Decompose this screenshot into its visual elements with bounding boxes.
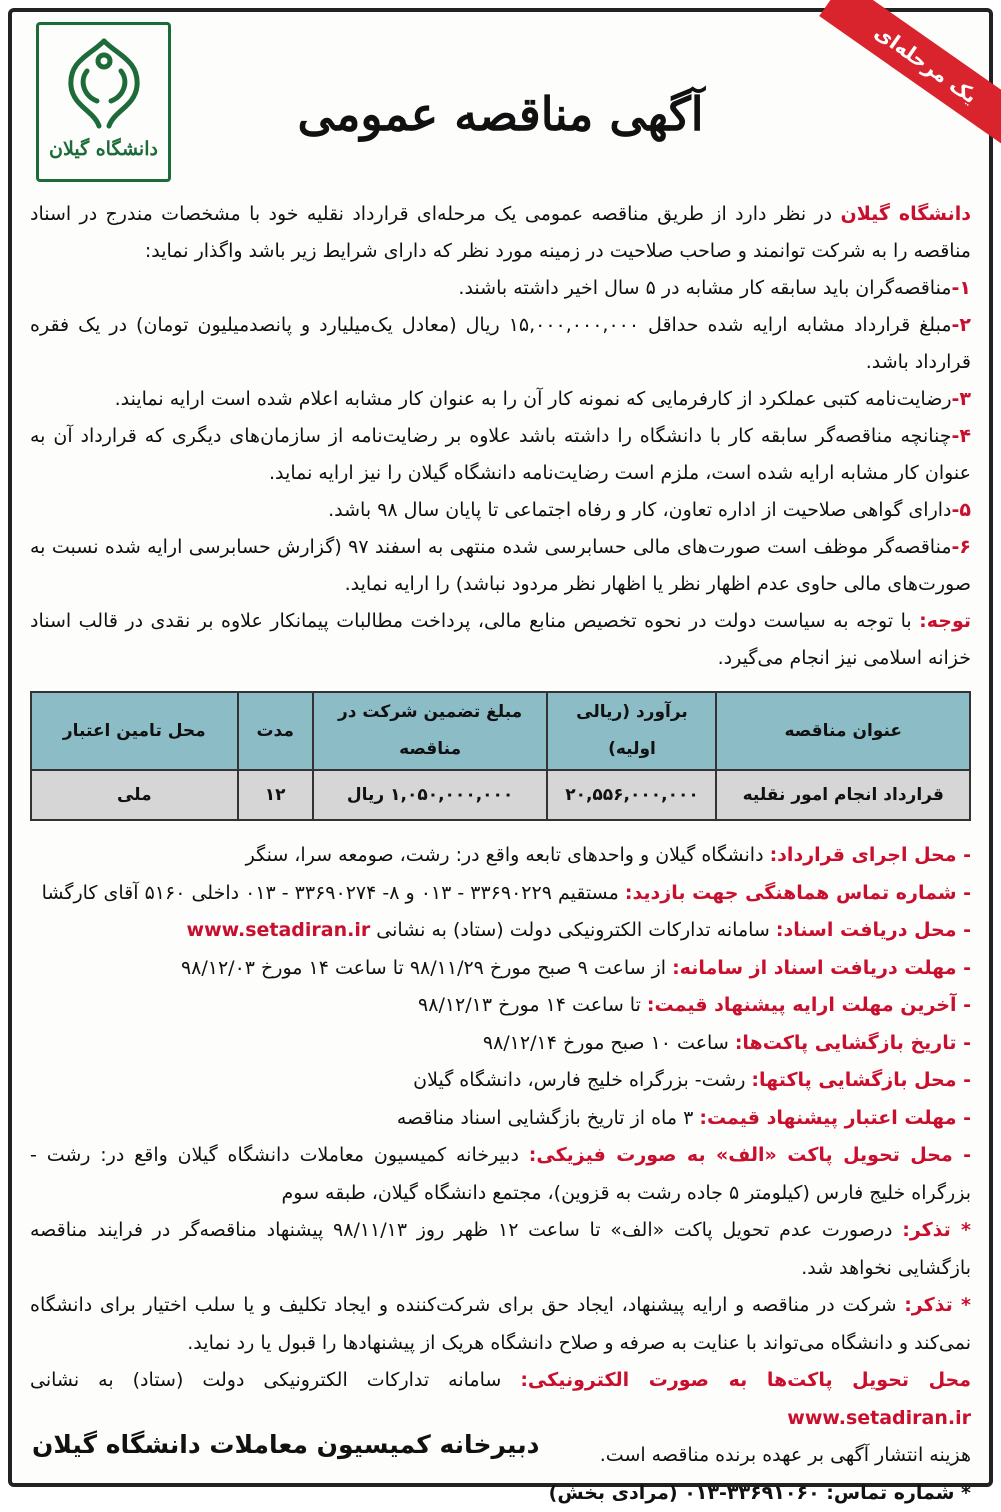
detail-label: * تذکر:: [904, 1294, 971, 1316]
page-title: آگهی مناقصه عمومی: [12, 87, 989, 141]
detail-text: دانشگاه گیلان و واحدهای تابعه واقع در: رشت، صومعه سرا، سنگر: [246, 844, 770, 866]
detail-text: از ساعت ۹ صبح مورخ ۹۸/۱۱/۲۹ تا ساعت ۱۴ مورخ ۹۸/۱۲/۰۳: [181, 957, 672, 979]
condition-number: ۵-: [952, 499, 972, 521]
cost-note: هزینه انتشار آگهی بر عهده برنده مناقصه است.: [30, 1437, 971, 1475]
detail-label: - تاریخ بازگشایی پاکت‌ها:: [735, 1032, 971, 1054]
footer-signature: دبیرخانه کمیسیون معاملات دانشگاه گیلان: [32, 1430, 539, 1459]
table-cell: قرارداد انجام امور نقلیه: [716, 770, 970, 820]
condition-text: مناقصه‌گر موظف است صورت‌های مالی حسابرسی شده منتهی به اسفند ۹۷ (گزارش حسابرسی ارایه شده نسبت به صورت‌های مالی حاوی عدم اظهار نظر یا اظهار نظر مردود نباشد) را ارایه نماید.: [30, 536, 971, 595]
detail-item: [30, 912, 971, 950]
table-cell: ملی: [31, 770, 238, 820]
detail-item: [30, 987, 971, 1025]
detail-label: - محل دریافت اسناد:: [776, 919, 971, 941]
detail-item: [30, 1137, 971, 1212]
detail-label: * تذکر:: [902, 1219, 971, 1241]
table-cell: ۱۲: [238, 770, 313, 820]
intro-paragraph: [30, 196, 971, 270]
condition-text: چنانچه مناقصه‌گر سابقه کار با دانشگاه را داشته باشد علاوه بر رضایت‌نامه از سازمان‌های دیگری که قرارداد آن به عنوان کار مشابه ارایه شده است، ملزم است رضایت‌نامه دانشگاه گیلان را نیز ارایه نماید.: [30, 425, 971, 484]
header: [12, 12, 989, 192]
detail-item: [30, 1287, 971, 1362]
ribbon-badge: یک مرحله‌ای: [819, 0, 1001, 148]
detail-text: درصورت عدم تحویل پاکت «الف» تا ساعت ۱۲ ظهر روز ۹۸/۱۱/۱۳ پیشنهاد مناقصه‌گر در فرایند مناقصه بازگشایی نخواهد شد.: [30, 1219, 971, 1279]
contact-phone: * شماره تماس: ۳۳۶۹۱۰۶۰-۰۱۳ (مرادی بخش): [30, 1475, 971, 1512]
condition-item: [30, 492, 971, 529]
condition-item: [30, 270, 971, 307]
note-label: توجه:: [919, 610, 971, 632]
intro-text: در نظر دارد از طریق مناقصه عمومی یک مرحله‌ای قرارداد نقلیه خود با مشخصات مندرج در اسناد مناقصه را به شرکت توانمند و صاحب صلاحیت در زمینه مورد نظر که دارای شرایط زیر باشد واگذار نماید:: [30, 203, 971, 262]
setadiran-link[interactable]: www.setadiran.ir: [787, 1407, 971, 1429]
note-text: با توجه به سیاست دولت در نحوه تخصیص منابع مالی، پرداخت مطالبات پیمانکار علاوه بر نقدی در قالب اسناد خزانه اسلامی نیز انجام می‌گیرد.: [30, 610, 971, 669]
condition-number: ۲-: [952, 314, 972, 336]
condition-item: [30, 529, 971, 603]
detail-label: - شماره تماس هماهنگی جهت بازدید:: [625, 882, 971, 904]
detail-item: [30, 1212, 971, 1287]
detail-item: [30, 1025, 971, 1063]
notice-body: [30, 196, 971, 1512]
table-header-row: [31, 692, 970, 770]
condition-number: ۴-: [952, 425, 972, 447]
table-header-cell: محل تامین اعتبار: [31, 692, 238, 770]
detail-item: [30, 875, 971, 913]
detail-text: شرکت در مناقصه و ارایه پیشنهاد، ایجاد حق برای شرکت‌کننده و ایجاد تکلیف و یا سلب اختیار برای دانشگاه نمی‌کند و دانشگاه می‌تواند با عنایت به صرفه و صلاح دانشگاه هریک از پیشنهادها را قبول یا رد نماید.: [30, 1294, 971, 1354]
table-header-cell: مدت: [238, 692, 313, 770]
details-list: [30, 837, 971, 1512]
table-header-cell: عنوان مناقصه: [716, 692, 970, 770]
table-header-cell: برآورد (ریالی اولیه): [547, 692, 716, 770]
table-header-cell: مبلغ تضمین شرکت در مناقصه: [313, 692, 548, 770]
condition-text: مناقصه‌گران باید سابقه کار مشابه در ۵ سال اخیر داشته باشند.: [458, 277, 951, 299]
tender-notice: [8, 8, 993, 1487]
detail-text: ساعت ۱۰ صبح مورخ ۹۸/۱۲/۱۴: [483, 1032, 735, 1054]
condition-item: [30, 307, 971, 381]
condition-text: رضایت‌نامه کتبی عملکرد از کارفرمایی که نمونه کار آن را به عنوان کار مشابه اعلام شده است ارایه نمایند.: [115, 388, 952, 410]
detail-label: - مهلت اعتبار پیشنهاد قیمت:: [699, 1107, 971, 1129]
detail-label: - مهلت دریافت اسناد از سامانه:: [672, 957, 971, 979]
condition-item: [30, 381, 971, 418]
detail-label: - محل تحویل پاکت «الف» به صورت فیزیکی:: [529, 1144, 971, 1166]
detail-label: - محل اجرای قرارداد:: [770, 844, 971, 866]
table-row: [31, 770, 970, 820]
condition-number: ۱-: [952, 277, 972, 299]
detail-item: [30, 837, 971, 875]
detail-item: [30, 950, 971, 988]
condition-text: مبلغ قرارداد مشابه ارایه شده حداقل ۱۵,۰۰۰,۰۰۰,۰۰۰ ریال (معادل یک‌میلیارد و پانصدمیلیون تومان) در یک فقره قرارداد باشد.: [30, 314, 971, 373]
tender-table: [30, 691, 971, 821]
table-cell: ۱,۰۵۰,۰۰۰,۰۰۰ ریال: [313, 770, 548, 820]
org-name: دانشگاه گیلان: [840, 203, 971, 225]
detail-text: رشت- بزرگراه خلیج فارس، دانشگاه گیلان: [413, 1069, 751, 1091]
detail-item: [30, 1062, 971, 1100]
detail-item: [30, 1100, 971, 1138]
detail-text: سامانه تدارکات الکترونیکی دولت (ستاد) به نشانی: [30, 1369, 520, 1391]
detail-label: - آخرین مهلت ارایه پیشنهاد قیمت:: [647, 994, 971, 1016]
detail-text: سامانه تدارکات الکترونیکی دولت (ستاد) به نشانی: [370, 919, 776, 941]
detail-label: - محل بازگشایی پاکتها:: [751, 1069, 971, 1091]
detail-label: محل تحویل پاکت‌ها به صورت الکترونیکی:: [520, 1369, 971, 1391]
condition-number: ۶-: [952, 536, 972, 558]
detail-item: [30, 1362, 971, 1437]
detail-text: تا ساعت ۱۴ مورخ ۹۸/۱۲/۱۳: [418, 994, 647, 1016]
condition-text: دارای گواهی صلاحیت از اداره تعاون، کار و رفاه اجتماعی تا پایان سال ۹۸ باشد.: [328, 499, 951, 521]
note-paragraph: [30, 603, 971, 677]
table-cell: ۲۰,۵۵۶,۰۰۰,۰۰۰: [547, 770, 716, 820]
detail-text: ۳ ماه از تاریخ بازگشایی اسناد مناقصه: [397, 1107, 699, 1129]
detail-text: دبیرخانه کمیسیون معاملات دانشگاه گیلان واقع در: رشت - بزرگراه خلیج فارس (کیلومتر ۵ جاده رشت به قزوین)، مجتمع دانشگاه گیلان، طبقه سوم: [30, 1144, 971, 1204]
condition-item: [30, 418, 971, 492]
condition-number: ۳-: [952, 388, 972, 410]
detail-text: مستقیم ۳۳۶۹۰۲۲۹ - ۰۱۳ و ۸- ۳۳۶۹۰۲۷۴ - ۰۱۳ داخلی ۵۱۶۰ آقای کارگشا: [42, 882, 625, 904]
logo-text: دانشگاه گیلان: [49, 138, 158, 160]
setadiran-link[interactable]: www.setadiran.ir: [187, 919, 371, 941]
